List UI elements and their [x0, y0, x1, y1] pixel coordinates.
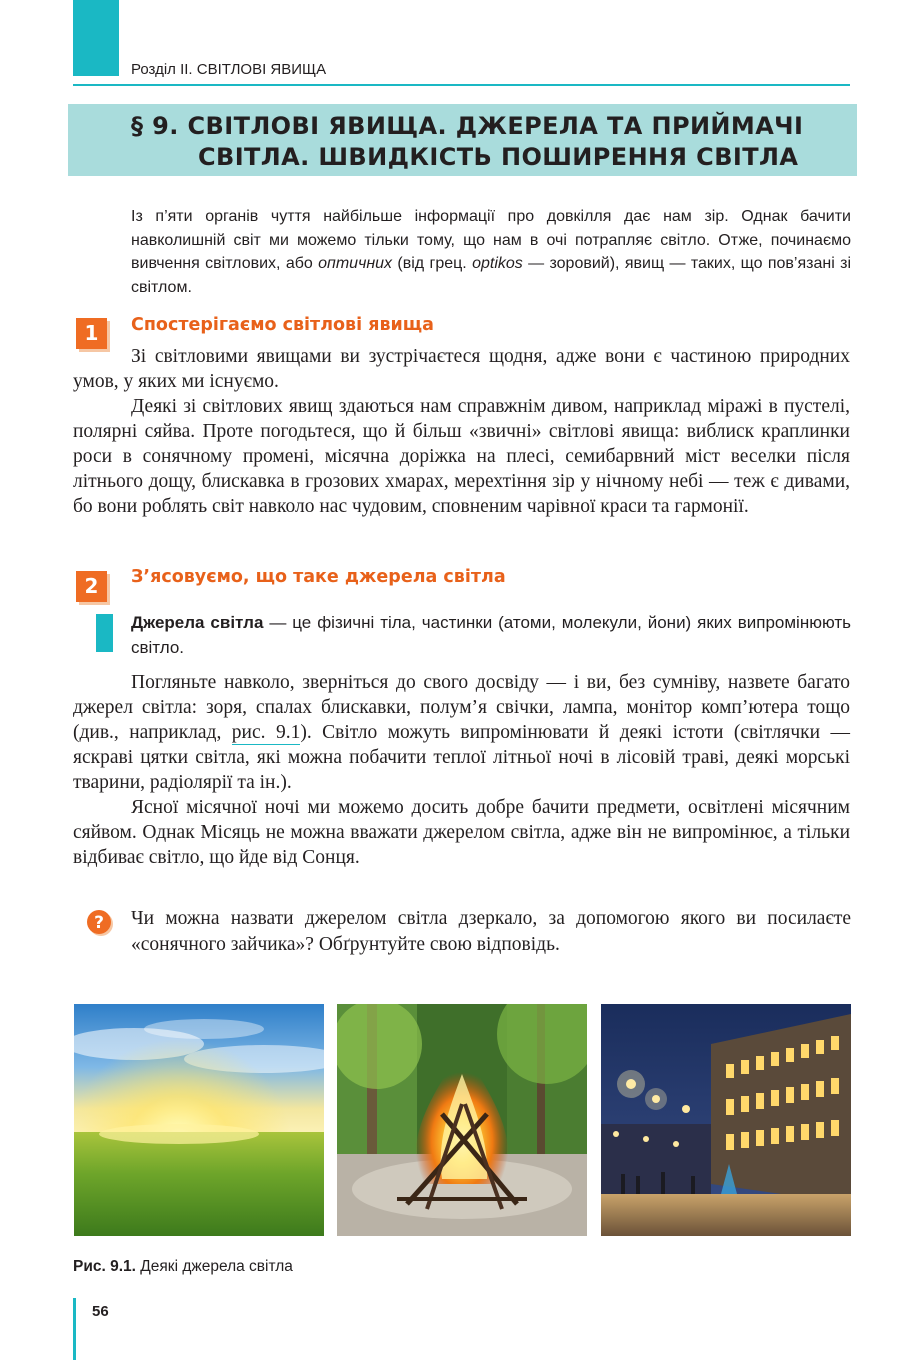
section-1-title: Спостерігаємо світлові явища [131, 315, 434, 335]
figure-caption [73, 1258, 293, 1276]
section-2-number: 2 [76, 571, 107, 602]
section-2-paragraph-1 [73, 670, 850, 795]
section-2-p1-start: Погляньте навколо, зверніться до свого досвіду — і ви, без сумніву, назвете багато джерел світла: зоря, спалах блискавки, полум’я свічки, лампа, монітор комп’ютера тощо (див., наприклад, [73, 672, 850, 743]
intro-text-start: Із п’яти органів чуття найбільше інформації про довкілля дає нам зір. Однак бачити навколишній світ ми можемо тільки тому, що нам в очі потрапляє світло. Отже, починаємо вивчення світлових, або [131, 208, 851, 272]
section-2-paragraph-2: Ясної місячної ночі ми можемо досить добре бачити предмети, освітлені місячним сяйвом. Однак Місяць не можна вважати джерелом світла, адже він не випромінює, а тільки відбиває світло, що йде від Сонця. [73, 797, 850, 868]
figure-reference-link[interactable]: рис. 9.1 [231, 722, 301, 743]
definition-text: — це фізичні тіла, частинки (атоми, молекули, йони) яких випромінюють світло. [131, 613, 851, 657]
question-icon [86, 909, 114, 937]
intro-paragraph [131, 205, 851, 299]
page-number: 56 [92, 1303, 109, 1320]
paragraph-title-box [68, 104, 857, 176]
intro-greek-word: optikos [472, 255, 523, 272]
chapter-tab-marker [73, 0, 119, 76]
page-number-bar [73, 1298, 76, 1360]
section-1-paragraph-2: Деякі зі світлових явищ здаються нам справжнім дивом, наприклад міражі в пустелі, полярні сяйва. Проте погодьтеся, що й більш «звичні» світлові явища: виблиск краплинки роси в сонячному промені, місячна доріжка на плесі, семибарвний міст веселки після літнього дощу, блискавка в грозових хмарах, мерехтіння зір у нічному небі — теж є дивами, бо вони роблять світ навколо нас чудовим, сповненим чарівної краси та гармонії. [73, 396, 850, 517]
definition-box [131, 610, 851, 660]
section-1-paragraph-1: Зі світловими явищами ви зустрічаєтеся щодня, адже вони є частиною природних умов, у яких ми існуємо. [73, 346, 850, 392]
photo-sunrise-field [74, 1004, 324, 1236]
paragraph-title-line-2: СВІТЛА. ШВИДКІСТЬ ПОШИРЕННЯ СВІТЛА [198, 143, 799, 171]
figure-caption-text: Деякі джерела світла [135, 1258, 293, 1275]
photo-city-night-lights [601, 1004, 851, 1236]
intro-text-end: — зоровий), явищ — таких, що пов’язані зі світлом. [131, 255, 852, 296]
section-1-number: 1 [76, 318, 107, 349]
section-2-title: З’ясовуємо, що таке джерела світла [131, 567, 506, 587]
section-1-body [73, 344, 850, 519]
section-2-badge [76, 571, 110, 605]
svg-text:?: ? [94, 913, 104, 933]
intro-text-middle: (від грец. [392, 255, 473, 272]
section-2-p1-end: ). Світло можуть випромінювати й деякі істоти (світлячки — яскраві цятки світла, які можна побачити теплої літньої ночі в лісовій траві, деякі морські тварини, радіолярії та ін.). [73, 722, 850, 793]
intro-term: оптичних [318, 255, 393, 272]
definition-marker-bar [96, 614, 113, 652]
section-2-body [73, 670, 850, 870]
definition-term: Джерела світла [131, 613, 264, 632]
chapter-heading: Розділ II. СВІТЛОВІ ЯВИЩА [131, 61, 327, 78]
paragraph-title-line-1: § 9. СВІТЛОВІ ЯВИЩА. ДЖЕРЕЛА ТА ПРИЙМАЧІ [131, 112, 804, 140]
question-block [131, 906, 851, 958]
header-rule [73, 84, 850, 86]
photo-bonfire [337, 1004, 587, 1236]
question-text: Чи можна назвати джерелом світла дзеркало, за допомогою якого ви посилаєте «сонячного зайчика»? Обґрунтуйте свою відповідь. [131, 908, 851, 955]
figure-caption-label: Рис. 9.1. [73, 1258, 136, 1275]
